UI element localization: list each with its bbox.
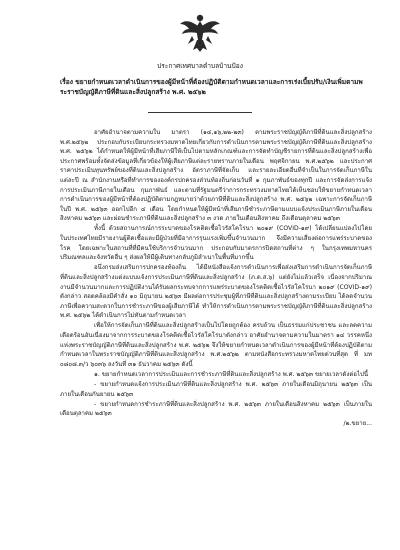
- paragraph: อนึ่งกรมส่งเสริมการปกครองท้องถิ่น ได้มีหนังสือแจ้งการดำเนินการเพื่อส่งเสริมการดำเนินการจัดเก็บภาษีที่ดินและสิ่งปลูกสร้างแต่งแบบแจ้งการประเมินภาษีที่ดินและสิ่งปลูกสร้าง (ภ.ด.ส.๖) แต่ยังไม่แล้วเสร็จ เนื่องจากปริมาณงานมีจำนวนมากและการปฏิบัติงานได้รับผลกระทบจากการแพร่ระบาดของโรคติดเชื้อไวรัสโคโรนา ๒๐๑๙ (COVID-๑๙) ดังกล่าว สอดคล้องมีคำสั่ง ๑๐ มิถุนายน ๒๕๖๓ มีผลต่อการประชุมผู้ที่ภาษีที่ดินและสิ่งปลูกสร้างตามระเบียบ ได้ลดจำนวนภาษีเพื่อความสะดวกในการชำระภาษีของผู้เสียภาษีได้ ทำให้การดำเนินการตามพระราชบัญญัติภาษีที่ดินและสิ่งปลูกสร้าง พ.ศ. ๒๕๖๒ ได้ดำเนินการไม่ทันตามกำหนดเวลา: [60, 264, 372, 320]
- continuation-marker: /๒.ขยาย...: [343, 420, 372, 428]
- subject-line: [60, 77, 365, 97]
- paragraph: เพื่อให้การจัดเก็บภาษีที่ดินและสิ่งปลูกสร้างเป็นไปโดยถูกต้อง ครบถ้วน เป็นธรรมแก่ประชาชน และลดความเดือดร้อนอันเนื่องมาจากการระบาดของโรคติดเชื้อไวรัสโคโรนาดังกล่าว อาศัยอำนาจตามความในมาตรา ๑๔ วรรคหนึ่ง แห่งพระราชบัญญัติภาษีที่ดินและสิ่งปลูกสร้าง พ.ศ. ๒๕๖๒ จึงให้ขยายกำหนดเวลาดำเนินการของผู้มีหน้าที่ต้องปฏิบัติตามกำหนดเวลาในพระราชบัญญัติภาษีที่ดินและสิ่งปลูกสร้าง พ.ศ.๒๕๖๒ ตามหนังสือกระทรวงมหาดไทยด่วนที่สุด ที่ มท ๐๘๐๘.๓/ว ๖๐๓๖ ลงวันที่ ๓๑ ธันวาคม ๒๕๖๓ ดังนี้: [60, 322, 372, 368]
- garuda-emblem-icon: [178, 10, 222, 54]
- subject-text: ขยายกำหนดเวลาดำเนินการของผู้มีหน้าที่ต้องปฏิบัติตามกำหนดเวลาและการเร่งเบี้ยปรับ/เงินเพิ่มตามพระราชบัญญัติภาษีที่ดินและสิ่งปลูกสร้าง พ.ศ. ๒๕๖๒: [60, 78, 363, 96]
- paragraph: - ขยายกำหนดแจ้งการประเมินภาษีที่ดินและสิ่งปลูกสร้าง พ.ศ. ๒๕๖๓ ภายในเดือนมิถุนายน ๒๕๖๓ เป็นภายในเดือนกันยายน ๒๕๖๓: [60, 380, 372, 398]
- announcement-body: [60, 128, 372, 429]
- paragraph: - ขยายกำหนดการชำระภาษีที่ดินและสิ่งปลูกสร้าง พ.ศ. ๒๕๖๓ ภายในเดือนสิงหาคม ๒๕๖๓ เป็นภายในเดือนตุลาคม ๒๕๖๓: [60, 400, 372, 418]
- divider: [148, 112, 252, 113]
- page-title: ประกาศเทศบาลตำบลบ้านป้อง: [157, 62, 243, 70]
- paragraph: อาศัยอำนาจตามความใน มาตรา (๑๔,๑๖,๒๒-๒๓) ตามพระราชบัญญัติภาษีที่ดินและสิ่งปลูกสร้าง พ.ศ.๒๕๖๒ ประกอบกับระเบียบกระทรวงมหาดไทยเกี่ยวกับการดำเนินการตามพระราชบัญญัติภาษีที่ดินและสิ่งปลูกสร้าง พ.ศ. ๒๕๖๒ ได้กำหนดให้ผู้มีหน้าที่เสียภาษีให้เป็นไปตามหลักเกณฑ์และการจัดทำบัญชีรายการที่ดินและสิ่งปลูกสร้างเพื่อประกาศพร้อมทั้งจัดส่งข้อมูลที่เกี่ยวข้องให้ผู้เสียภาษีแต่ละรายทราบภายในเดือน พฤศจิกายน พ.ศ.๒๕๖๒ และประกาศราคาประเมินทุนทรัพย์ของที่ดินและสิ่งปลูกสร้าง อัตราภาษีที่จัดเก็บ และรายละเอียดอื่นที่จำเป็นในการจัดเก็บภาษีในแต่ละปี ณ สำนักงานหรือที่ทำการขององค์กรปกครองส่วนท้องถิ่นก่อนวันที่ ๑ กุมภาพันธ์ของทุกปี และการจัดส่งการแจ้งการประเมินภาษีภายในเดือน กุมภาพันธ์ และตามที่รัฐมนตรีว่าการกระทรวงมหาดไทยได้เห็นชอบให้ขยายกำหนดเวลาการดำเนินการของผู้มีหน้าที่ต้องปฏิบัติตามกฎหมายว่าด้วยภาษีที่ดินและสิ่งปลูกสร้าง พ.ศ. ๒๕๖๒ เฉพาะการจัดเก็บภาษีในปี พ.ศ. ๒๕๖๓ ออกไปอีก ๔ เดือน โดยกำหนดให้ผู้มีหน้าที่เสียภาษีชำระภาษีตามแบบแจ้งประเมินภาษีภายในเดือนสิงหาคม ๒๕๖๓ และผ่อนชำระภาษีที่ดินและสิ่งปลูกสร้าง ๓ งวด ภายในเดือนสิงหาคม ถึงเดือนตุลาคม ๒๕๖๓: [60, 129, 372, 223]
- paragraph: ทั้งนี้ ด้วยสถานการณ์การระบาดของโรคติดเชื้อไวรัสโคโรนา ๒๐๑๙ (COVID-๑๙) ได้เปลี่ยนแปลงไปโดยในประเทศไทยมีรายงานผู้ติดเชื้อและมีผู้ป่วยที่มีอาการรุนแรงเพิ่มขึ้นจำนวนมาก จึงมีความเสี่ยงต่อการแพร่ระบาดของโรค โดยเฉพาะในสถานที่ที่มีคนใช้บริการจำนวนมาก ประกอบกับมาตรการปิดสถานที่ต่าง ๆ ในกรุงเทพมหานคร ปริมณฑลและจังหวัดอื่น ๆ ส่งผลให้มีผู้เดินทางกลับภูมิลำเนาในพื้นที่มากขึ้น: [60, 225, 372, 262]
- paragraph: ๑. ขยายกำหนดเวลาการประเมินและการชำระภาษีที่ดินและสิ่งปลูกสร้าง พ.ศ. ๒๕๖๓ ขยายเวลาดังต่อไปนี้: [94, 370, 369, 378]
- subject-label: เรื่อง: [60, 78, 73, 86]
